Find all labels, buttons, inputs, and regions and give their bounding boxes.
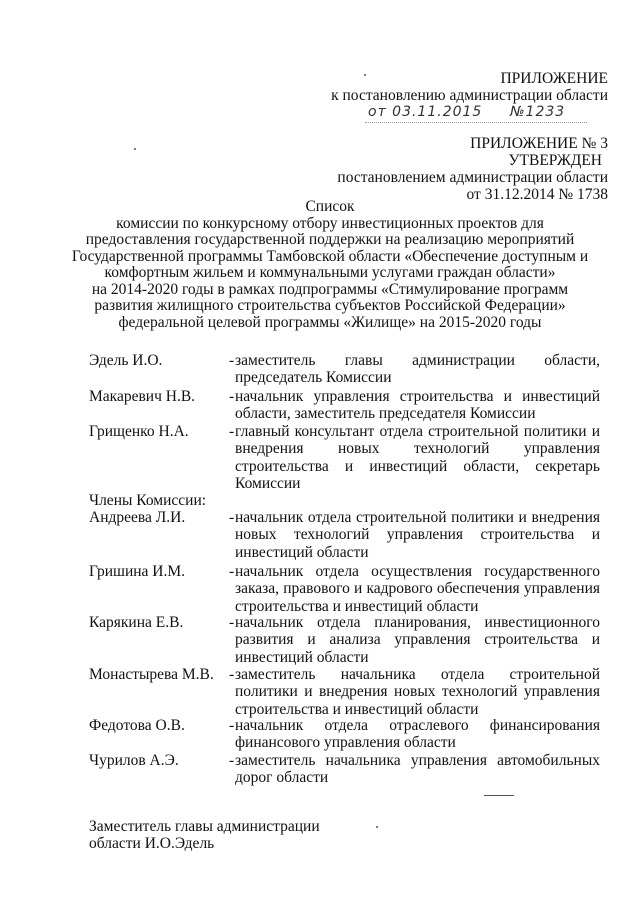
- member-role: заместитель начальника отдела строительной политики и внедрения новых технологий управления строительства и инвестиций области: [235, 666, 600, 718]
- member-name: Грищенко Н.А.: [89, 423, 189, 440]
- resolution-reference: к постановлению администрации области: [331, 87, 608, 104]
- member-role: заместитель главы администрации области, председатель Комиссии: [235, 352, 600, 387]
- dash-separator: -: [229, 423, 235, 440]
- dash-separator: -: [229, 717, 235, 734]
- title-line: федеральной целевой программы «Жилище» на 2015-2020 годы: [118, 313, 542, 331]
- member-name: Гришина И.М.: [89, 563, 186, 580]
- member-name: Чурилов А.Э.: [89, 752, 179, 769]
- member-role: начальник отдела осуществления государственного заказа, правового и кадрового обеспечения управления строительства и инвестиций области: [235, 563, 600, 615]
- title-line: на 2014-2020 годы в рамках подпрограммы «Стимулирование программ: [91, 280, 569, 298]
- appendix-label: ПРИЛОЖЕНИЕ: [500, 70, 608, 87]
- member-name: Эдель И.О.: [89, 352, 163, 369]
- member-name: Монастырева М.В.: [89, 666, 214, 683]
- title-line: предоставления государственной поддержки на реализацию мероприятий: [85, 231, 575, 248]
- approved-by: постановлением администрации области: [337, 169, 608, 186]
- dash-separator: -: [229, 388, 235, 405]
- member-role: начальник отдела строительной политики и внедрения новых технологий управления строительства и инвестиций области: [235, 509, 600, 561]
- member-role: главный консультант отдела строительной политики и внедрения новых технологий управления строительства и инвестиций области, секретарь Комиссии: [235, 423, 600, 492]
- document-title: [60, 199, 600, 331]
- dash-separator: -: [229, 614, 235, 631]
- dash-separator: -: [229, 563, 235, 580]
- member-name: Карякина Е.В.: [89, 614, 184, 631]
- dash-separator: -: [229, 509, 235, 526]
- title-line: развития жилищного строительства субъектов Российской Федерации»: [94, 297, 566, 314]
- scan-speck: [376, 826, 378, 828]
- end-mark: [484, 795, 514, 796]
- title-line: комфортным жильем и коммунальными услугами граждан области»: [104, 264, 556, 281]
- member-role: начальник отдела отраслевого финансирования финансового управления области: [235, 717, 600, 752]
- approved-label: УТВЕРЖДЕН: [508, 152, 602, 169]
- dash-separator: -: [229, 352, 235, 369]
- dash-separator: -: [229, 666, 235, 683]
- member-name: Федотова О.В.: [89, 717, 185, 734]
- member-role: начальник отдела планирования, инвестиционного развития и анализа управления строительства и инвестиций области: [235, 614, 600, 666]
- title-heading: Список: [305, 198, 355, 215]
- dash-separator: -: [229, 752, 235, 769]
- member-role: начальник управления строительства и инвестиций области, заместитель председателя Комиссии: [235, 388, 600, 423]
- scan-speck: [364, 74, 366, 76]
- signature-line-2: области И.О.Эдель: [89, 835, 215, 852]
- member-role: заместитель начальника управления автомобильных дорог области: [235, 752, 600, 787]
- member-name: Андреева Л.И.: [89, 509, 186, 526]
- approved-date: от 31.12.2014 № 1738: [466, 186, 608, 203]
- handwritten-number: №1233: [510, 104, 566, 120]
- scan-speck: [134, 148, 136, 150]
- handwritten-date: от 03.11.2015: [368, 104, 483, 120]
- signature-line-1: Заместитель главы администрации: [89, 818, 320, 835]
- appendix3-label: ПРИЛОЖЕНИЕ № 3: [470, 135, 608, 152]
- title-line: Государственной программы Тамбовской области «Обеспечение доступным и: [71, 247, 589, 265]
- date-underline: [365, 122, 587, 123]
- members-heading: Члены Комиссии:: [89, 492, 207, 509]
- title-line: комиссии по конкурсному отбору инвестиционных проектов для: [116, 214, 544, 232]
- member-name: Макаревич Н.В.: [89, 388, 196, 405]
